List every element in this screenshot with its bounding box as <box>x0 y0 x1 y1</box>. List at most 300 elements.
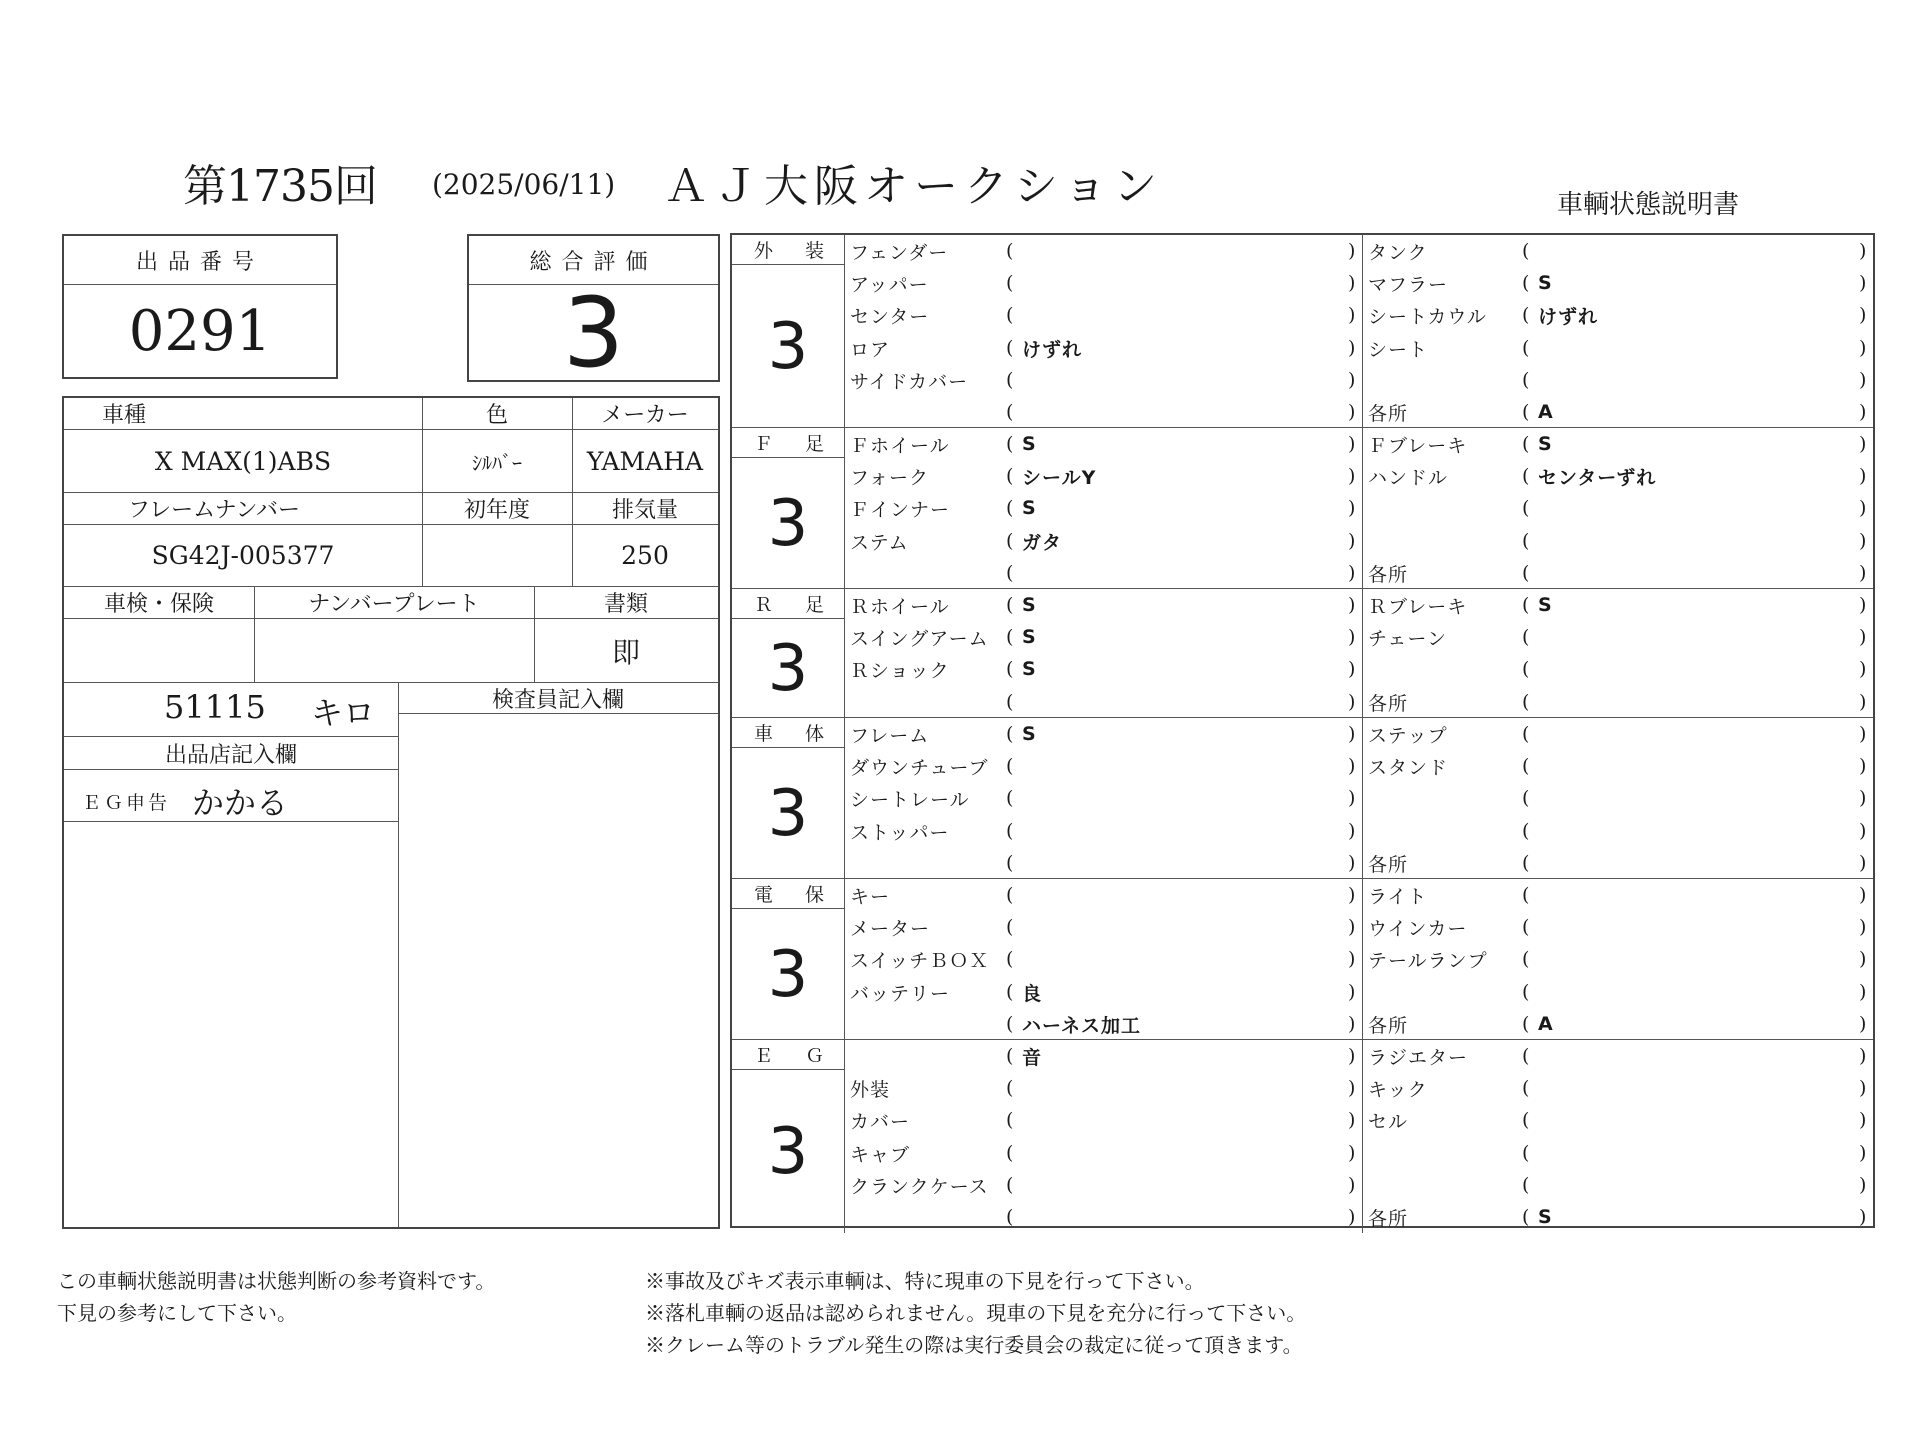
condition-note: 音 <box>1022 1046 1043 1069</box>
condition-item-label: スイッチＢＯＸ <box>850 949 990 972</box>
section-grade: 3 <box>767 309 809 384</box>
condition-item-label: ウインカー <box>1368 917 1468 940</box>
condition-item-label: 各所 <box>1368 853 1409 876</box>
condition-item-label: ハンドル <box>1368 466 1449 489</box>
condition-row <box>844 525 1362 557</box>
open-paren: ( <box>1006 787 1014 809</box>
condition-row <box>1362 396 1873 428</box>
condition-row <box>844 1137 1362 1169</box>
close-paren: ) <box>1348 884 1356 906</box>
displacement-label: 排気量 <box>611 498 678 523</box>
close-paren: ) <box>1859 465 1867 487</box>
inspection-insurance-label: 車検・保険 <box>103 592 214 617</box>
condition-row <box>844 492 1362 524</box>
close-paren: ) <box>1859 530 1867 552</box>
condition-row <box>844 460 1362 492</box>
condition-row <box>844 782 1362 814</box>
condition-row <box>1362 1104 1873 1136</box>
condition-note: 良 <box>1022 982 1043 1005</box>
condition-item-label: Ｆホイール <box>850 434 950 457</box>
condition-note: けずれ <box>1538 305 1599 328</box>
close-paren: ) <box>1348 755 1356 777</box>
condition-note: S <box>1022 594 1037 616</box>
mileage-unit: キロ <box>311 694 376 732</box>
close-paren: ) <box>1859 497 1867 519</box>
section-category-char: 保 <box>804 884 824 906</box>
open-paren: ( <box>1006 465 1014 487</box>
close-paren: ) <box>1859 948 1867 970</box>
open-paren: ( <box>1006 369 1014 391</box>
condition-row <box>844 686 1362 718</box>
section-category-char: Ｆ <box>754 433 774 455</box>
condition-row <box>1362 815 1873 847</box>
section-grade: 3 <box>767 1114 809 1189</box>
close-paren: ) <box>1348 465 1356 487</box>
close-paren: ) <box>1859 1045 1867 1067</box>
lot-number-value: 0291 <box>128 299 272 364</box>
condition-note: S <box>1022 626 1037 648</box>
auction-name: ＡＪ大阪オークション <box>664 161 1164 212</box>
open-paren: ( <box>1522 401 1530 423</box>
model-value: X MAX(1)ABS <box>154 446 332 476</box>
close-paren: ) <box>1348 272 1356 294</box>
close-paren: ) <box>1859 1142 1867 1164</box>
open-paren: ( <box>1522 755 1530 777</box>
close-paren: ) <box>1859 1174 1867 1196</box>
close-paren: ) <box>1859 916 1867 938</box>
condition-row <box>844 653 1362 685</box>
first-year-value <box>422 525 572 585</box>
condition-item-label: シート <box>1368 338 1429 361</box>
open-paren: ( <box>1522 852 1530 874</box>
condition-row <box>844 976 1362 1008</box>
open-paren: ( <box>1006 981 1014 1003</box>
condition-item-label: Ｒショック <box>850 659 950 682</box>
condition-item-label: ステップ <box>1368 724 1448 747</box>
open-paren: ( <box>1006 497 1014 519</box>
condition-note: S <box>1538 1206 1553 1228</box>
condition-row <box>1362 1169 1873 1201</box>
inspector-notes-label: 検査員記入欄 <box>491 687 624 713</box>
close-paren: ) <box>1348 433 1356 455</box>
open-paren: ( <box>1522 1045 1530 1067</box>
condition-item-label: メーター <box>850 917 931 940</box>
open-paren: ( <box>1006 562 1014 584</box>
condition-item-label: Ｒブレーキ <box>1368 595 1468 618</box>
open-paren: ( <box>1006 1013 1014 1035</box>
condition-item-label: クランクケース <box>850 1175 989 1198</box>
condition-row <box>1362 267 1873 299</box>
condition-item-label: 各所 <box>1368 563 1409 586</box>
open-paren: ( <box>1006 240 1014 262</box>
condition-row <box>844 943 1362 975</box>
section-grade: 3 <box>767 486 809 561</box>
section-category-char: 体 <box>804 723 824 745</box>
condition-row <box>1362 750 1873 782</box>
inspection-insurance-value <box>64 619 254 682</box>
condition-row <box>844 815 1362 847</box>
condition-row <box>1362 782 1873 814</box>
condition-row <box>1362 621 1873 653</box>
condition-row <box>1362 943 1873 975</box>
condition-section <box>732 235 1873 428</box>
close-paren: ) <box>1859 401 1867 423</box>
section-category-char: 外 <box>754 240 774 262</box>
condition-note: シールY <box>1022 466 1097 489</box>
condition-row <box>1362 299 1873 331</box>
condition-item-label: マフラー <box>1368 273 1449 296</box>
close-paren: ) <box>1859 691 1867 713</box>
close-paren: ) <box>1348 626 1356 648</box>
open-paren: ( <box>1522 723 1530 745</box>
condition-item-label: 外装 <box>850 1078 891 1101</box>
close-paren: ) <box>1348 916 1356 938</box>
condition-row <box>1362 460 1873 492</box>
condition-row <box>844 267 1362 299</box>
condition-item-label: 各所 <box>1368 402 1409 425</box>
condition-row <box>844 1008 1362 1040</box>
close-paren: ) <box>1348 1174 1356 1196</box>
open-paren: ( <box>1006 272 1014 294</box>
close-paren: ) <box>1859 884 1867 906</box>
condition-row <box>1362 847 1873 879</box>
condition-item-label: ストッパー <box>850 821 950 844</box>
open-paren: ( <box>1006 723 1014 745</box>
documents-value: 即 <box>611 635 640 669</box>
condition-row <box>844 847 1362 879</box>
open-paren: ( <box>1522 497 1530 519</box>
condition-item-label: ダウンチューブ <box>850 756 989 779</box>
open-paren: ( <box>1006 530 1014 552</box>
section-grade: 3 <box>767 776 809 851</box>
condition-row <box>1362 428 1873 460</box>
condition-row <box>844 750 1362 782</box>
condition-row <box>844 589 1362 621</box>
close-paren: ) <box>1859 1109 1867 1131</box>
condition-item-label: シートレール <box>850 788 970 811</box>
engine-declaration-value: かかる <box>192 784 289 822</box>
condition-item-label: シートカウル <box>1368 305 1487 328</box>
condition-row <box>1362 1201 1873 1233</box>
open-paren: ( <box>1522 1077 1530 1099</box>
open-paren: ( <box>1006 1206 1014 1228</box>
open-paren: ( <box>1522 658 1530 680</box>
close-paren: ) <box>1348 1013 1356 1035</box>
open-paren: ( <box>1006 1174 1014 1196</box>
condition-item-label: フォーク <box>850 466 930 489</box>
condition-note: A <box>1538 1013 1554 1035</box>
close-paren: ) <box>1348 1109 1356 1131</box>
condition-row <box>844 299 1362 331</box>
open-paren: ( <box>1522 1174 1530 1196</box>
open-paren: ( <box>1006 626 1014 648</box>
condition-item-label: キャブ <box>850 1143 911 1166</box>
section-category-char: 電 <box>754 884 774 906</box>
condition-row <box>844 1169 1362 1201</box>
section-category <box>732 589 844 619</box>
model-label: 車種 <box>101 403 146 428</box>
condition-row <box>844 364 1362 396</box>
condition-note: S <box>1538 272 1553 294</box>
close-paren: ) <box>1859 594 1867 616</box>
condition-row <box>1362 879 1873 911</box>
open-paren: ( <box>1522 240 1530 262</box>
frame-number-label: フレームナンバー <box>127 498 301 523</box>
condition-section <box>732 428 1873 589</box>
open-paren: ( <box>1006 884 1014 906</box>
open-paren: ( <box>1522 948 1530 970</box>
condition-item-label: フェンダー <box>850 241 949 264</box>
engine-declaration-label: ＥＧ申告 <box>82 792 171 814</box>
document-type: 車輌状態説明書 <box>1557 190 1740 220</box>
close-paren: ) <box>1348 948 1356 970</box>
condition-row <box>1362 525 1873 557</box>
close-paren: ) <box>1859 723 1867 745</box>
condition-row <box>1362 235 1873 267</box>
open-paren: ( <box>1522 1109 1530 1131</box>
first-year-label: 初年度 <box>463 498 530 523</box>
close-paren: ) <box>1859 820 1867 842</box>
open-paren: ( <box>1522 562 1530 584</box>
close-paren: ) <box>1348 787 1356 809</box>
open-paren: ( <box>1006 1045 1014 1067</box>
condition-item-label: スタンド <box>1368 756 1449 779</box>
condition-item-label: ライト <box>1368 885 1428 908</box>
number-plate-value <box>254 619 534 682</box>
close-paren: ) <box>1859 1013 1867 1035</box>
condition-note: ハーネス加工 <box>1022 1014 1142 1037</box>
condition-section <box>732 1040 1873 1233</box>
close-paren: ) <box>1348 1206 1356 1228</box>
condition-item-label: 各所 <box>1368 1014 1409 1037</box>
close-paren: ) <box>1859 337 1867 359</box>
open-paren: ( <box>1522 465 1530 487</box>
overall-grade-box <box>467 234 720 389</box>
section-category-char: 装 <box>804 240 824 262</box>
open-paren: ( <box>1522 626 1530 648</box>
condition-note: S <box>1022 433 1037 455</box>
displacement-value: 250 <box>621 540 669 570</box>
lot-number-label: 出品番号 <box>135 249 264 275</box>
close-paren: ) <box>1348 852 1356 874</box>
condition-item-label: テールランプ <box>1368 949 1488 972</box>
shop-notes-label: 出品店記入欄 <box>164 742 297 768</box>
close-paren: ) <box>1348 337 1356 359</box>
close-paren: ) <box>1348 691 1356 713</box>
close-paren: ) <box>1859 433 1867 455</box>
condition-note: S <box>1022 497 1037 519</box>
close-paren: ) <box>1348 1077 1356 1099</box>
condition-row <box>1362 653 1873 685</box>
condition-item-label: フレーム <box>850 724 930 747</box>
close-paren: ) <box>1348 1142 1356 1164</box>
color-label: 色 <box>485 403 508 428</box>
open-paren: ( <box>1522 787 1530 809</box>
condition-row <box>1362 1008 1873 1040</box>
condition-row <box>844 1104 1362 1136</box>
open-paren: ( <box>1522 369 1530 391</box>
condition-grid <box>730 233 1875 1228</box>
condition-item-label: セル <box>1368 1110 1409 1133</box>
open-paren: ( <box>1522 981 1530 1003</box>
documents-label: 書類 <box>603 592 648 617</box>
close-paren: ) <box>1859 981 1867 1003</box>
condition-item-label: 各所 <box>1368 1207 1409 1230</box>
close-paren: ) <box>1348 820 1356 842</box>
condition-item-label: タンク <box>1368 241 1428 264</box>
footer-disclaimer-2: 下見の参考にして下さい。 <box>57 1301 297 1325</box>
section-category <box>732 235 844 265</box>
close-paren: ) <box>1859 787 1867 809</box>
frame-number-value: SG42J-005377 <box>151 540 335 570</box>
condition-item-label: ラジエター <box>1368 1046 1469 1069</box>
condition-row <box>844 621 1362 653</box>
open-paren: ( <box>1006 337 1014 359</box>
open-paren: ( <box>1522 433 1530 455</box>
open-paren: ( <box>1006 1077 1014 1099</box>
section-grade: 3 <box>767 631 809 706</box>
footer-note-1: ※事故及びキズ表示車輌は、特に現車の下見を行って下さい。 <box>645 1269 1205 1293</box>
open-paren: ( <box>1006 594 1014 616</box>
open-paren: ( <box>1006 1142 1014 1164</box>
condition-row <box>844 332 1362 364</box>
open-paren: ( <box>1006 820 1014 842</box>
condition-row <box>1362 911 1873 943</box>
condition-row <box>1362 1072 1873 1104</box>
open-paren: ( <box>1522 272 1530 294</box>
open-paren: ( <box>1522 304 1530 326</box>
condition-section <box>732 589 1873 718</box>
section-category-char: Ｒ <box>754 594 774 616</box>
close-paren: ) <box>1859 272 1867 294</box>
close-paren: ) <box>1348 1045 1356 1067</box>
condition-note: S <box>1538 594 1553 616</box>
condition-row <box>1362 976 1873 1008</box>
condition-item-label: サイドカバー <box>850 370 969 393</box>
open-paren: ( <box>1522 1206 1530 1228</box>
condition-row <box>844 911 1362 943</box>
footer-note-3: ※クレーム等のトラブル発生の際は実行委員会の裁定に従って頂きます。 <box>645 1333 1303 1357</box>
close-paren: ) <box>1859 755 1867 777</box>
close-paren: ) <box>1859 369 1867 391</box>
condition-row <box>1362 332 1873 364</box>
open-paren: ( <box>1006 755 1014 777</box>
condition-item-label: センター <box>850 305 930 328</box>
open-paren: ( <box>1522 530 1530 552</box>
close-paren: ) <box>1348 723 1356 745</box>
close-paren: ) <box>1348 594 1356 616</box>
condition-row <box>844 235 1362 267</box>
section-category-char: 足 <box>804 594 824 616</box>
condition-note: S <box>1538 433 1553 455</box>
open-paren: ( <box>1006 433 1014 455</box>
condition-item-label: Ｆブレーキ <box>1368 434 1468 457</box>
open-paren: ( <box>1006 948 1014 970</box>
close-paren: ) <box>1348 530 1356 552</box>
condition-item-label: ステム <box>850 531 909 554</box>
condition-row <box>1362 686 1873 718</box>
vehicle-info-table <box>62 396 720 1229</box>
section-category-char: Ｅ <box>754 1045 774 1067</box>
open-paren: ( <box>1006 401 1014 423</box>
close-paren: ) <box>1859 1077 1867 1099</box>
condition-item-label: Ｒホイール <box>850 595 950 618</box>
section-category-char: 足 <box>804 433 824 455</box>
close-paren: ) <box>1859 304 1867 326</box>
condition-row <box>844 1072 1362 1104</box>
open-paren: ( <box>1522 337 1530 359</box>
open-paren: ( <box>1522 820 1530 842</box>
maker-label: メーカー <box>601 403 689 428</box>
section-grade: 3 <box>767 937 809 1012</box>
section-category <box>732 428 844 458</box>
condition-row <box>844 396 1362 428</box>
number-plate-label: ナンバープレート <box>308 592 480 617</box>
condition-item-label: チェーン <box>1368 627 1448 650</box>
section-category <box>732 718 844 748</box>
section-category <box>732 879 844 909</box>
footer-disclaimer-1: この車輌状態説明書は状態判断の参考資料です。 <box>57 1269 496 1293</box>
condition-row <box>1362 718 1873 750</box>
section-category-char: Ｇ <box>804 1045 824 1067</box>
condition-note: センターずれ <box>1538 466 1657 489</box>
condition-note: S <box>1022 658 1037 680</box>
overall-grade-value: 3 <box>562 277 625 389</box>
condition-item-label: ロア <box>850 338 891 361</box>
close-paren: ) <box>1859 240 1867 262</box>
condition-row <box>844 557 1362 589</box>
condition-note: ガタ <box>1022 531 1063 554</box>
condition-row <box>1362 1040 1873 1072</box>
footer-note-2: ※落札車輌の返品は認められません。現車の下見を充分に行って下さい。 <box>645 1301 1307 1325</box>
close-paren: ) <box>1348 562 1356 584</box>
close-paren: ) <box>1348 401 1356 423</box>
condition-note: S <box>1022 723 1037 745</box>
close-paren: ) <box>1348 497 1356 519</box>
condition-item-label: スイングアーム <box>850 627 989 650</box>
open-paren: ( <box>1006 1109 1014 1131</box>
condition-note: けずれ <box>1022 338 1083 361</box>
open-paren: ( <box>1006 658 1014 680</box>
open-paren: ( <box>1522 1013 1530 1035</box>
close-paren: ) <box>1348 369 1356 391</box>
condition-row <box>1362 492 1873 524</box>
section-category <box>732 1040 844 1070</box>
open-paren: ( <box>1522 884 1530 906</box>
condition-row <box>844 879 1362 911</box>
close-paren: ) <box>1859 562 1867 584</box>
condition-row <box>844 1201 1362 1233</box>
condition-row <box>1362 1137 1873 1169</box>
condition-row <box>1362 557 1873 589</box>
color-value: ｼﾙﾊﾞｰ <box>472 450 522 475</box>
open-paren: ( <box>1522 594 1530 616</box>
condition-row <box>1362 364 1873 396</box>
open-paren: ( <box>1006 916 1014 938</box>
overall-grade-label: 総合評価 <box>529 249 658 275</box>
auction-date: (2025/06/11) <box>432 168 616 201</box>
condition-note: A <box>1538 401 1554 423</box>
condition-row <box>1362 589 1873 621</box>
maker-value: YAMAHA <box>586 446 704 476</box>
condition-item-label: 各所 <box>1368 692 1409 715</box>
condition-row <box>844 718 1362 750</box>
lot-number-box <box>62 234 338 379</box>
condition-item-label: アッパー <box>850 273 929 296</box>
condition-item-label: キー <box>850 885 891 908</box>
open-paren: ( <box>1006 691 1014 713</box>
open-paren: ( <box>1522 691 1530 713</box>
